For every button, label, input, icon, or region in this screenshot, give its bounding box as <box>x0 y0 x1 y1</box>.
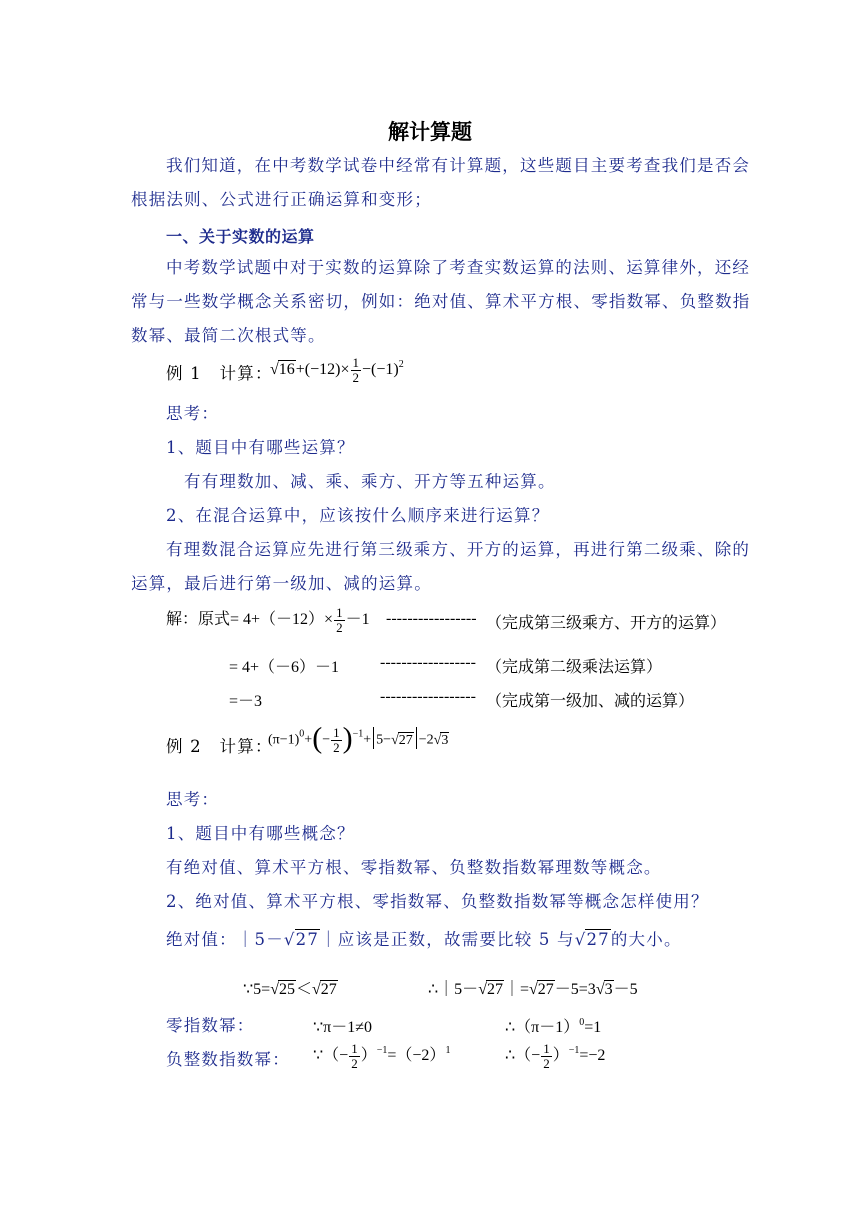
because-compare: ∵5=√25＜√27 <box>243 981 337 998</box>
negative-exponent-label: 负整数指数幂： <box>166 1050 290 1069</box>
section-paragraph-line-2: 常与一些数学概念关系密切，例如：绝对值、算术平方根、零指数幂、负整数指 <box>131 292 751 311</box>
answer-2-1: 有绝对值、算术平方根、零指数幂、负整数指数幂理数等概念。 <box>166 858 662 877</box>
abs-value-line: 绝对值：｜5－√27｜应该是正数，故需要比较 5 与√27的大小。 <box>166 930 682 949</box>
section-heading: 一、关于实数的运算 <box>166 227 315 246</box>
solution-line-3-note: （完成第一级加、减的运算） <box>486 693 695 710</box>
zero-exponent-because: ∵π－1≠0 <box>313 1019 373 1036</box>
answer-1-1: 有有理数加、减、乘、乘方、开方等五种运算。 <box>184 472 556 491</box>
solution-line-1: 解：原式= 4+（－12）× $\frac{1}{2}$ －1 <box>166 605 370 635</box>
think-label-2: 思考： <box>166 790 220 809</box>
think-label-1: 思考： <box>166 404 220 423</box>
solution-line-1-note: （完成第三级乘方、开方的运算） <box>486 615 727 632</box>
solution-line-2-note: （完成第二级乘法运算） <box>486 659 663 676</box>
solution-line-1-dashes: ----------------- <box>386 610 477 627</box>
question-2-1: 1、题目中有哪些概念？ <box>166 824 355 843</box>
question-2-2: 2、绝对值、算术平方根、零指数幂、负整数指数幂等概念怎样使用？ <box>166 892 709 911</box>
abs-bar-left <box>373 727 374 749</box>
answer-1-2-line-2: 运算，最后进行第一级加、减的运算。 <box>131 574 432 593</box>
page-title: 解计算题 <box>388 119 472 144</box>
example-1-expression: √16+(−12)× $\frac{1}{2}$ $-(-1)^2$ <box>270 355 404 385</box>
zero-exponent-therefore: $\therefore(\pi-1)^0=1$ <box>505 1017 602 1036</box>
zero-exponent-label: 零指数幂： <box>166 1016 255 1035</box>
section-paragraph-line-3: 数幂、最简二次根式等。 <box>131 326 326 345</box>
solution-line-2-dashes: ------------------ <box>380 654 476 671</box>
solution-line-3: =－3 <box>229 693 263 710</box>
question-1-2: 2、在混合运算中，应该按什么顺序来进行运算？ <box>166 506 550 525</box>
solution-line-2: = 4+（－6）－1 <box>229 659 340 676</box>
section-paragraph-line-1: 中考数学试题中对于实数的运算除了考查实数运算的法则、运算律外，还经 <box>166 258 751 277</box>
negative-exponent-because: ∵（− $\frac{1}{2}$ ）$^{-1}=(-2)^1$ <box>313 1041 451 1071</box>
example-1-label: 例 1 计算： <box>166 364 273 383</box>
abs-bar-right <box>416 727 417 749</box>
intro-line-2: 根据法则、公式进行正确运算和变形； <box>131 190 432 209</box>
example-2-expression: $(\pi-1)^0+(-$ $\frac{1}{2}$ )$^{-1}$+ 5−√27 −2√3 <box>268 721 449 755</box>
example-2-label: 例 2 计算： <box>166 737 273 756</box>
intro-line-1: 我们知道，在中考数学试卷中经常有计算题，这些题目主要考查我们是否会 <box>166 156 751 175</box>
fraction: $\frac{1}{2}$ <box>352 355 360 385</box>
sqrt-symbol: √16 <box>270 361 295 379</box>
question-1-1: 1、题目中有哪些运算？ <box>166 438 355 457</box>
answer-1-2-line-1: 有理数混合运算应先进行第三级乘方、开方的运算，再进行第二级乘、除的 <box>166 540 751 559</box>
negative-exponent-therefore: ∴（− $\frac{1}{2}$ ）$^{-1}$=−2 <box>505 1041 606 1071</box>
therefore-abs-result: ∴｜5－√27｜=√27－5=3√3－5 <box>428 981 638 998</box>
solution-line-3-dashes: ------------------ <box>380 688 476 705</box>
